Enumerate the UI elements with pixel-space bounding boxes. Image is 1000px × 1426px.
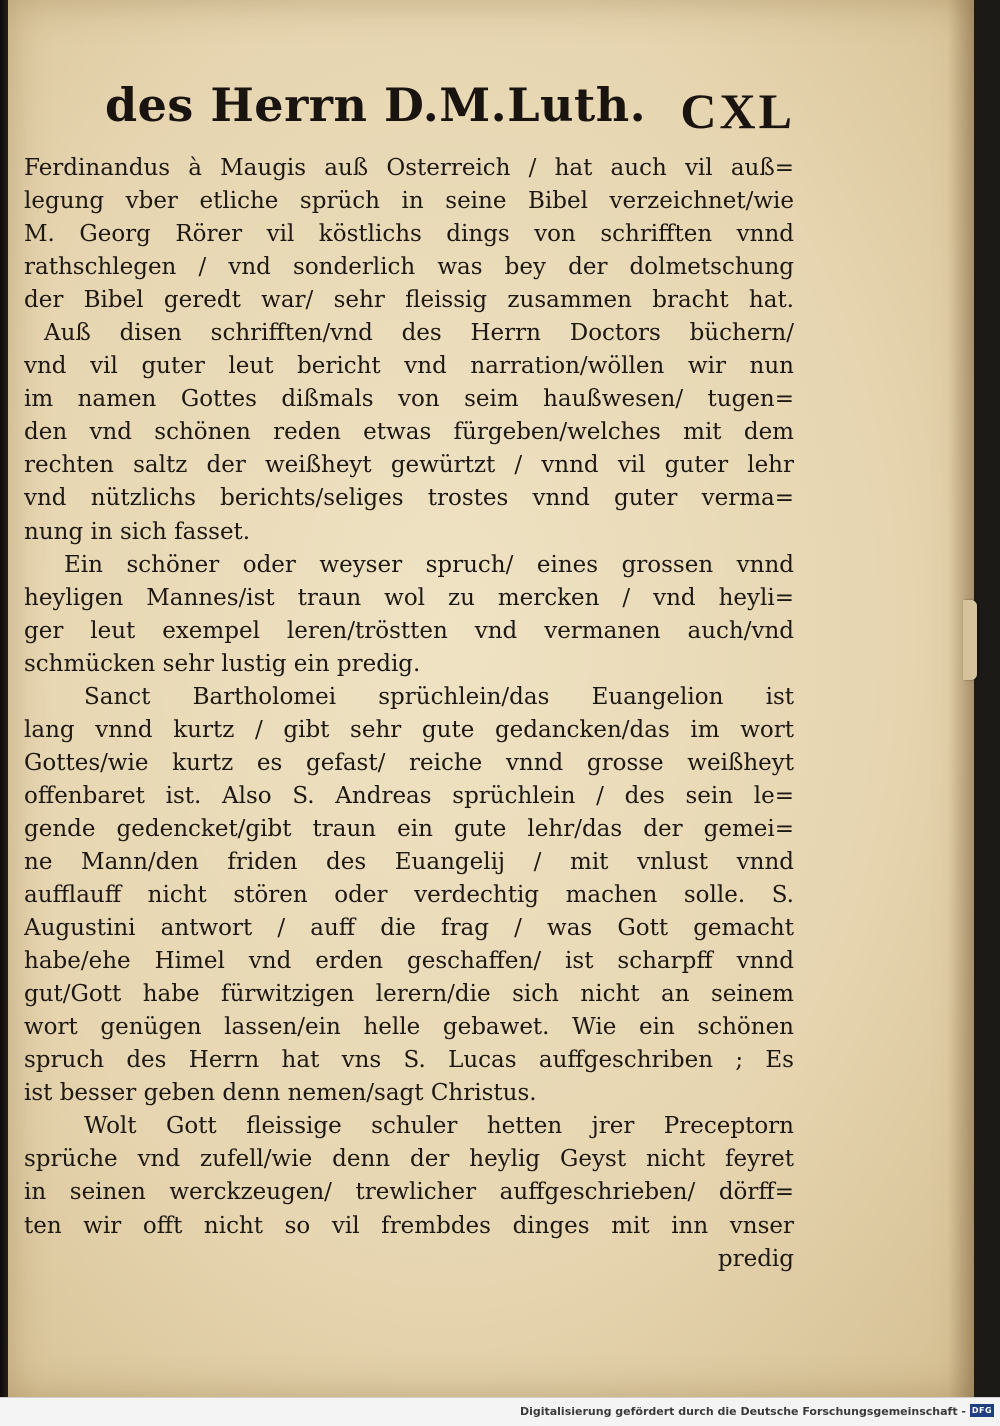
text-line: M. Georg Rörer vil köstlichs dings von schrifften vnnd xyxy=(24,221,794,248)
running-head: des Herrn D.M.Luth. xyxy=(105,78,647,132)
text-line: Auß disen schrifften/vnd des Herrn Doctors büchern/ xyxy=(44,320,794,347)
text-line: aufflauff nicht stören oder verdechtig machen solle. S. xyxy=(24,882,794,909)
text-line: im namen Gottes dißmals von seim haußwesen/ tugen= xyxy=(24,386,794,413)
text-line: nung in sich fasset. xyxy=(24,518,251,545)
text-line: sprüche vnd zufell/wie denn der heylig Geyst nicht feyret xyxy=(24,1146,794,1173)
page-curl-shadow xyxy=(948,0,974,1397)
text-line: schmücken sehr lustig ein predig. xyxy=(24,650,421,677)
text-line: gende gedencket/gibt traun ein gute lehr/das der gemei= xyxy=(24,815,794,842)
text-line: habe/ehe Himel vnd erden geschaffen/ ist scharpff vnnd xyxy=(24,948,794,975)
dfg-logo-icon: DFG xyxy=(971,1406,993,1415)
text-line: den vnd schönen reden etwas fürgeben/welches mit dem xyxy=(24,419,794,446)
text-line: legung vber etliche sprüch in seine Bibel verzeichnet/wie xyxy=(24,188,794,215)
text-line: Ferdinandus à Maugis auß Osterreich / hat auch vil auß= xyxy=(24,155,794,181)
text-line: ist besser geben denn nemen/sagt Christus. xyxy=(24,1080,537,1107)
text-line: Augustini antwort / auff die frag / was Gott gemacht xyxy=(24,915,794,942)
text-line: ne Mann/den friden des Euangelij / mit vnlust vnnd xyxy=(24,848,794,875)
text-line: heyligen Mannes/ist traun wol zu mercken / vnd heyli= xyxy=(24,584,794,611)
text-line: ger leut exempel leren/tröstten vnd vermanen auch/vnd xyxy=(24,617,794,644)
page-tab-marker xyxy=(963,600,977,680)
text-line: Sanct Bartholomei sprüchlein/das Euangelion ist xyxy=(84,683,794,710)
text-line: in seinen werckzeugen/ trewlicher auffgeschrieben/ dörff= xyxy=(24,1179,794,1206)
text-line: vnd vil guter leut bericht vnd narration/wöllen wir nun xyxy=(24,353,794,380)
text-block xyxy=(24,152,794,1276)
text-line: wort genügen lassen/ein helle gebawet. Wie ein schönen xyxy=(24,1014,794,1041)
catchword: predig xyxy=(717,1245,794,1272)
text-line: Gottes/wie kurtz es gefast/ reiche vnnd grosse weißheyt xyxy=(24,749,794,776)
text-line: Ein schöner oder weyser spruch/ eines grossen vnnd xyxy=(64,551,794,578)
text-line: der Bibel geredt war/ sehr fleissig zusammen bracht hat. xyxy=(24,287,794,314)
text-line: Wolt Gott fleissige schuler hetten jrer Preceptorn xyxy=(84,1113,794,1140)
text-line: lang vnnd kurtz / gibt sehr gute gedancken/das im wort xyxy=(24,716,794,743)
text-line: rechten saltz der weißheyt gewürtzt / vnnd vil guter lehr xyxy=(24,452,794,479)
text-line: rathschlegen / vnd sonderlich was bey der dolmetschung xyxy=(24,254,794,281)
text-line: gut/Gott habe fürwitzigen lerern/die sich nicht an seinem xyxy=(24,981,794,1008)
text-line: vnd nützlichs berichts/seliges trostes vnnd guter verma= xyxy=(24,485,794,512)
text-line: spruch des Herrn hat vns S. Lucas auffgeschriben ; Es xyxy=(24,1047,794,1074)
text-line: ten wir offt nicht so vil frembdes dinges mit inn vnser xyxy=(24,1212,794,1239)
folio-number: CXL xyxy=(680,83,795,139)
page-header xyxy=(105,78,795,148)
text-line: offenbaret ist. Also S. Andreas sprüchlein / des sein le= xyxy=(24,782,794,809)
funding-credit: Digitalisierung gefördert durch die Deutsche Forschungsgemeinschaft - xyxy=(519,1405,966,1418)
